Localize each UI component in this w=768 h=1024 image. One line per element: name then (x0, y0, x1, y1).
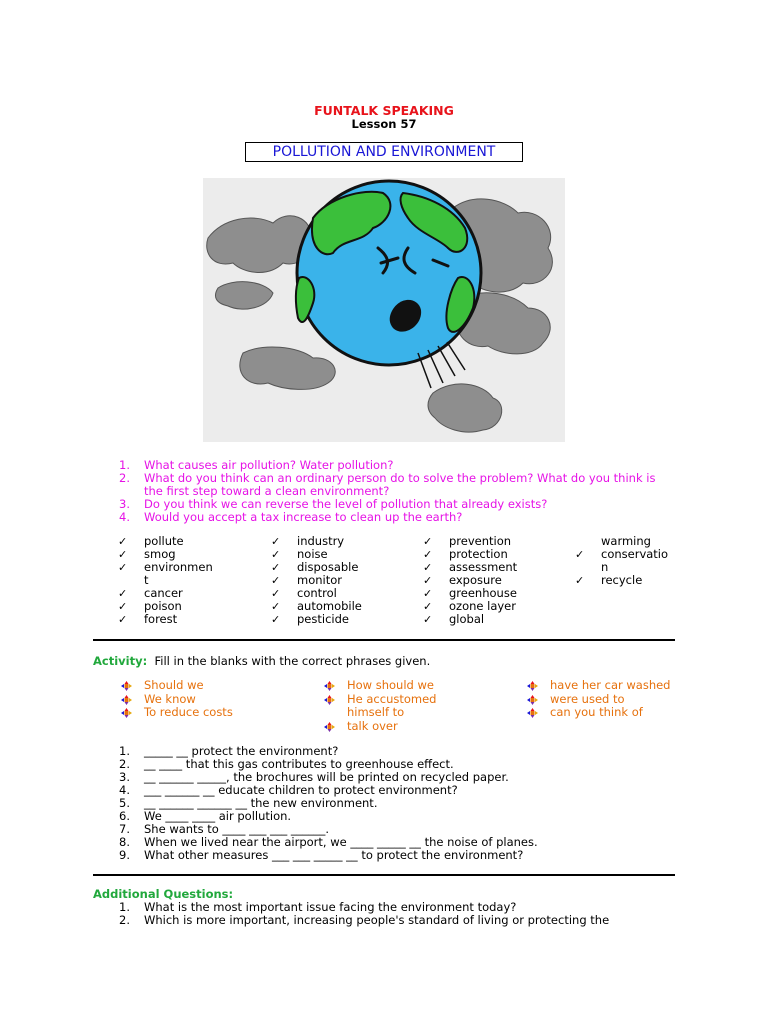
vocabulary-word: cancer (144, 586, 183, 600)
list-number: 8. (119, 835, 130, 849)
checkmark-icon: ✓ (118, 613, 128, 626)
vocabulary-word: t (144, 573, 149, 587)
list-number: 1. (119, 744, 130, 758)
checkmark-icon: ✓ (423, 535, 433, 548)
vocabulary-word: industry (297, 534, 345, 548)
phrase-option (321, 679, 521, 693)
list-text: Do you think we can reverse the level of pollution that already exists? (144, 497, 548, 511)
list-text: What other measures ___ ___ _____ __ to protect the environment? (144, 848, 524, 862)
checkmark-icon: ✓ (423, 561, 433, 574)
checkmark-icon: ✓ (423, 600, 433, 613)
list-text: __ ____ that this gas contributes to greenhouse effect. (144, 757, 454, 771)
checkmark-icon: ✓ (118, 561, 128, 574)
vocabulary-column-2 (271, 535, 421, 626)
list-number: 5. (119, 796, 130, 810)
list-number: 1. (119, 458, 130, 472)
vocabulary-word: assessment (449, 560, 518, 574)
phrase-option (321, 693, 521, 707)
fill-in-blank-list (94, 745, 674, 862)
phrase-text: talk over (347, 718, 398, 733)
additional-questions-label: Additional Questions: (93, 887, 234, 901)
vocabulary-word: environmen (144, 560, 213, 574)
vocabulary-item (118, 535, 268, 548)
vocabulary-item (271, 561, 421, 574)
vocabulary-word: ozone layer (449, 599, 516, 613)
vocabulary-word: exposure (449, 573, 502, 587)
checkmark-icon: ✓ (423, 548, 433, 561)
list-text: She wants to ____ ___ ___ ______. (144, 822, 330, 836)
vocabulary-word: protection (449, 547, 508, 561)
list-number: 2. (119, 471, 130, 485)
checkmark-icon: ✓ (271, 548, 281, 561)
list-number: 9. (119, 848, 130, 862)
vocabulary-item (271, 574, 421, 587)
checkmark-icon: ✓ (118, 535, 128, 548)
checkmark-icon: ✓ (575, 548, 585, 561)
vocabulary-item (118, 561, 268, 574)
section-divider (93, 639, 675, 641)
checkmark-icon: ✓ (423, 613, 433, 626)
checkmark-icon: ✓ (271, 535, 281, 548)
checkmark-icon: ✓ (118, 600, 128, 613)
list-text: _____ __ protect the environment? (144, 744, 339, 758)
vocabulary-word: monitor (297, 573, 342, 587)
phrase-text: He accustomed (347, 691, 437, 706)
page-title: POLLUTION AND ENVIRONMENT (245, 142, 523, 162)
list-text: Which is more important, increasing people's standard of living or protecting the (144, 913, 610, 927)
vocabulary-item (575, 574, 725, 587)
activity-text: Fill in the blanks with the correct phrases given. (154, 654, 431, 668)
phrase-text: have her car washed (550, 678, 671, 692)
list-number: 3. (119, 497, 130, 511)
vocabulary-word: pollute (144, 534, 184, 548)
list-number: 6. (119, 809, 130, 823)
phrase-option (321, 720, 521, 734)
checkmark-icon: ✓ (271, 600, 281, 613)
vocabulary-word: conservatio (601, 547, 669, 561)
lesson-number: Lesson 57 (351, 117, 417, 131)
phrase-text: himself to (347, 705, 405, 719)
list-number: 4. (119, 510, 130, 524)
phrase-option (524, 706, 724, 720)
phrase-column-3 (524, 679, 724, 720)
list-text: __ ______ _____, the brochures will be printed on recycled paper. (144, 770, 509, 784)
additional-question-item (94, 914, 674, 927)
pointer-bullet-icon (121, 708, 132, 718)
phrase-option (118, 679, 318, 693)
list-number: 4. (119, 783, 130, 797)
vocabulary-word: poison (144, 599, 182, 613)
vocabulary-word: global (449, 612, 485, 626)
list-text: When we lived near the airport, we ____ _____ __ the noise of planes. (144, 835, 538, 849)
pointer-bullet-icon (527, 681, 538, 691)
vocabulary-item (271, 613, 421, 626)
vocabulary-item (118, 613, 268, 626)
vocabulary-word: noise (297, 547, 328, 561)
phrase-text: We know (144, 691, 196, 706)
polluted-earth-icon (203, 178, 565, 442)
list-number: 2. (119, 913, 130, 927)
discussion-questions (94, 459, 674, 524)
list-text: We ____ ____ air pollution. (144, 809, 292, 823)
pointer-bullet-icon (121, 681, 132, 691)
activity-label: Activity (93, 654, 143, 668)
vocabulary-item (118, 587, 268, 600)
vocabulary-word: greenhouse (449, 586, 517, 600)
vocabulary-item (575, 548, 725, 561)
vocabulary-item (423, 613, 573, 626)
vocabulary-column-1 (118, 535, 268, 626)
pointer-bullet-icon (121, 695, 132, 705)
vocabulary-item (118, 574, 268, 587)
phrase-column-1 (118, 679, 318, 720)
checkmark-icon: ✓ (423, 574, 433, 587)
phrase-text: To reduce costs (144, 705, 233, 719)
checkmark-icon: ✓ (271, 613, 281, 626)
pointer-bullet-icon (324, 695, 335, 705)
checkmark-icon: ✓ (271, 574, 281, 587)
checkmark-icon: ✓ (118, 587, 128, 600)
question-item (94, 511, 674, 524)
vocabulary-item (118, 600, 268, 613)
vocabulary-column-4 (575, 535, 725, 587)
phrase-text: Should we (144, 678, 204, 692)
checkmark-icon: ✓ (271, 561, 281, 574)
vocabulary-word: warming (601, 534, 651, 548)
phrase-text: can you think of (550, 705, 643, 719)
question-item (94, 472, 674, 498)
vocabulary-item (423, 600, 573, 613)
pointer-bullet-icon (527, 695, 538, 705)
checkmark-icon: ✓ (118, 548, 128, 561)
list-number: 1. (119, 900, 130, 914)
list-text: What do you think can an ordinary person do to solve the problem? What do you think is the first step toward a clean environment? (144, 471, 656, 498)
pointer-bullet-icon (324, 681, 335, 691)
vocabulary-item (575, 561, 725, 574)
list-text: __ ______ ______ __ the new environment. (144, 796, 378, 810)
vocabulary-word: pesticide (297, 612, 349, 626)
list-number: 7. (119, 822, 130, 836)
list-text: What causes air pollution? Water pollution? (144, 458, 394, 472)
vocabulary-word: n (601, 560, 609, 574)
vocabulary-word: forest (144, 612, 178, 626)
vocabulary-word: prevention (449, 534, 512, 548)
checkmark-icon: ✓ (575, 574, 585, 587)
activity-instruction: Activity: Fill in the blanks with the correct phrases given. (93, 654, 431, 668)
list-text: ___ ______ __ educate children to protect environment? (144, 783, 458, 797)
checkmark-icon: ✓ (423, 587, 433, 600)
phrase-column-2 (321, 679, 521, 733)
vocabulary-item (271, 535, 421, 548)
phrase-option (118, 693, 318, 707)
list-text: What is the most important issue facing the environment today? (144, 900, 517, 914)
phrase-option (524, 679, 724, 693)
phrase-option (118, 706, 318, 720)
vocabulary-column-3 (423, 535, 573, 626)
pointer-bullet-icon (527, 708, 538, 718)
list-number: 2. (119, 757, 130, 771)
brand-heading: FUNTALK SPEAKING (314, 103, 454, 118)
section-divider (93, 874, 675, 876)
phrase-option (321, 706, 521, 720)
phrase-text: How should we (347, 678, 434, 692)
phrase-text: were used to (550, 691, 625, 706)
additional-questions-list (94, 901, 674, 927)
checkmark-icon: ✓ (271, 587, 281, 600)
vocabulary-word: control (297, 586, 337, 600)
list-number: 3. (119, 770, 130, 784)
vocabulary-word: automobile (297, 599, 362, 613)
blank-sentence-item (94, 849, 674, 862)
phrase-option (524, 693, 724, 707)
vocabulary-word: recycle (601, 573, 643, 587)
vocabulary-word: disposable (297, 560, 359, 574)
vocabulary-word: smog (144, 547, 176, 561)
list-text: Would you accept a tax increase to clean up the earth? (144, 510, 463, 524)
pointer-bullet-icon (324, 722, 335, 732)
